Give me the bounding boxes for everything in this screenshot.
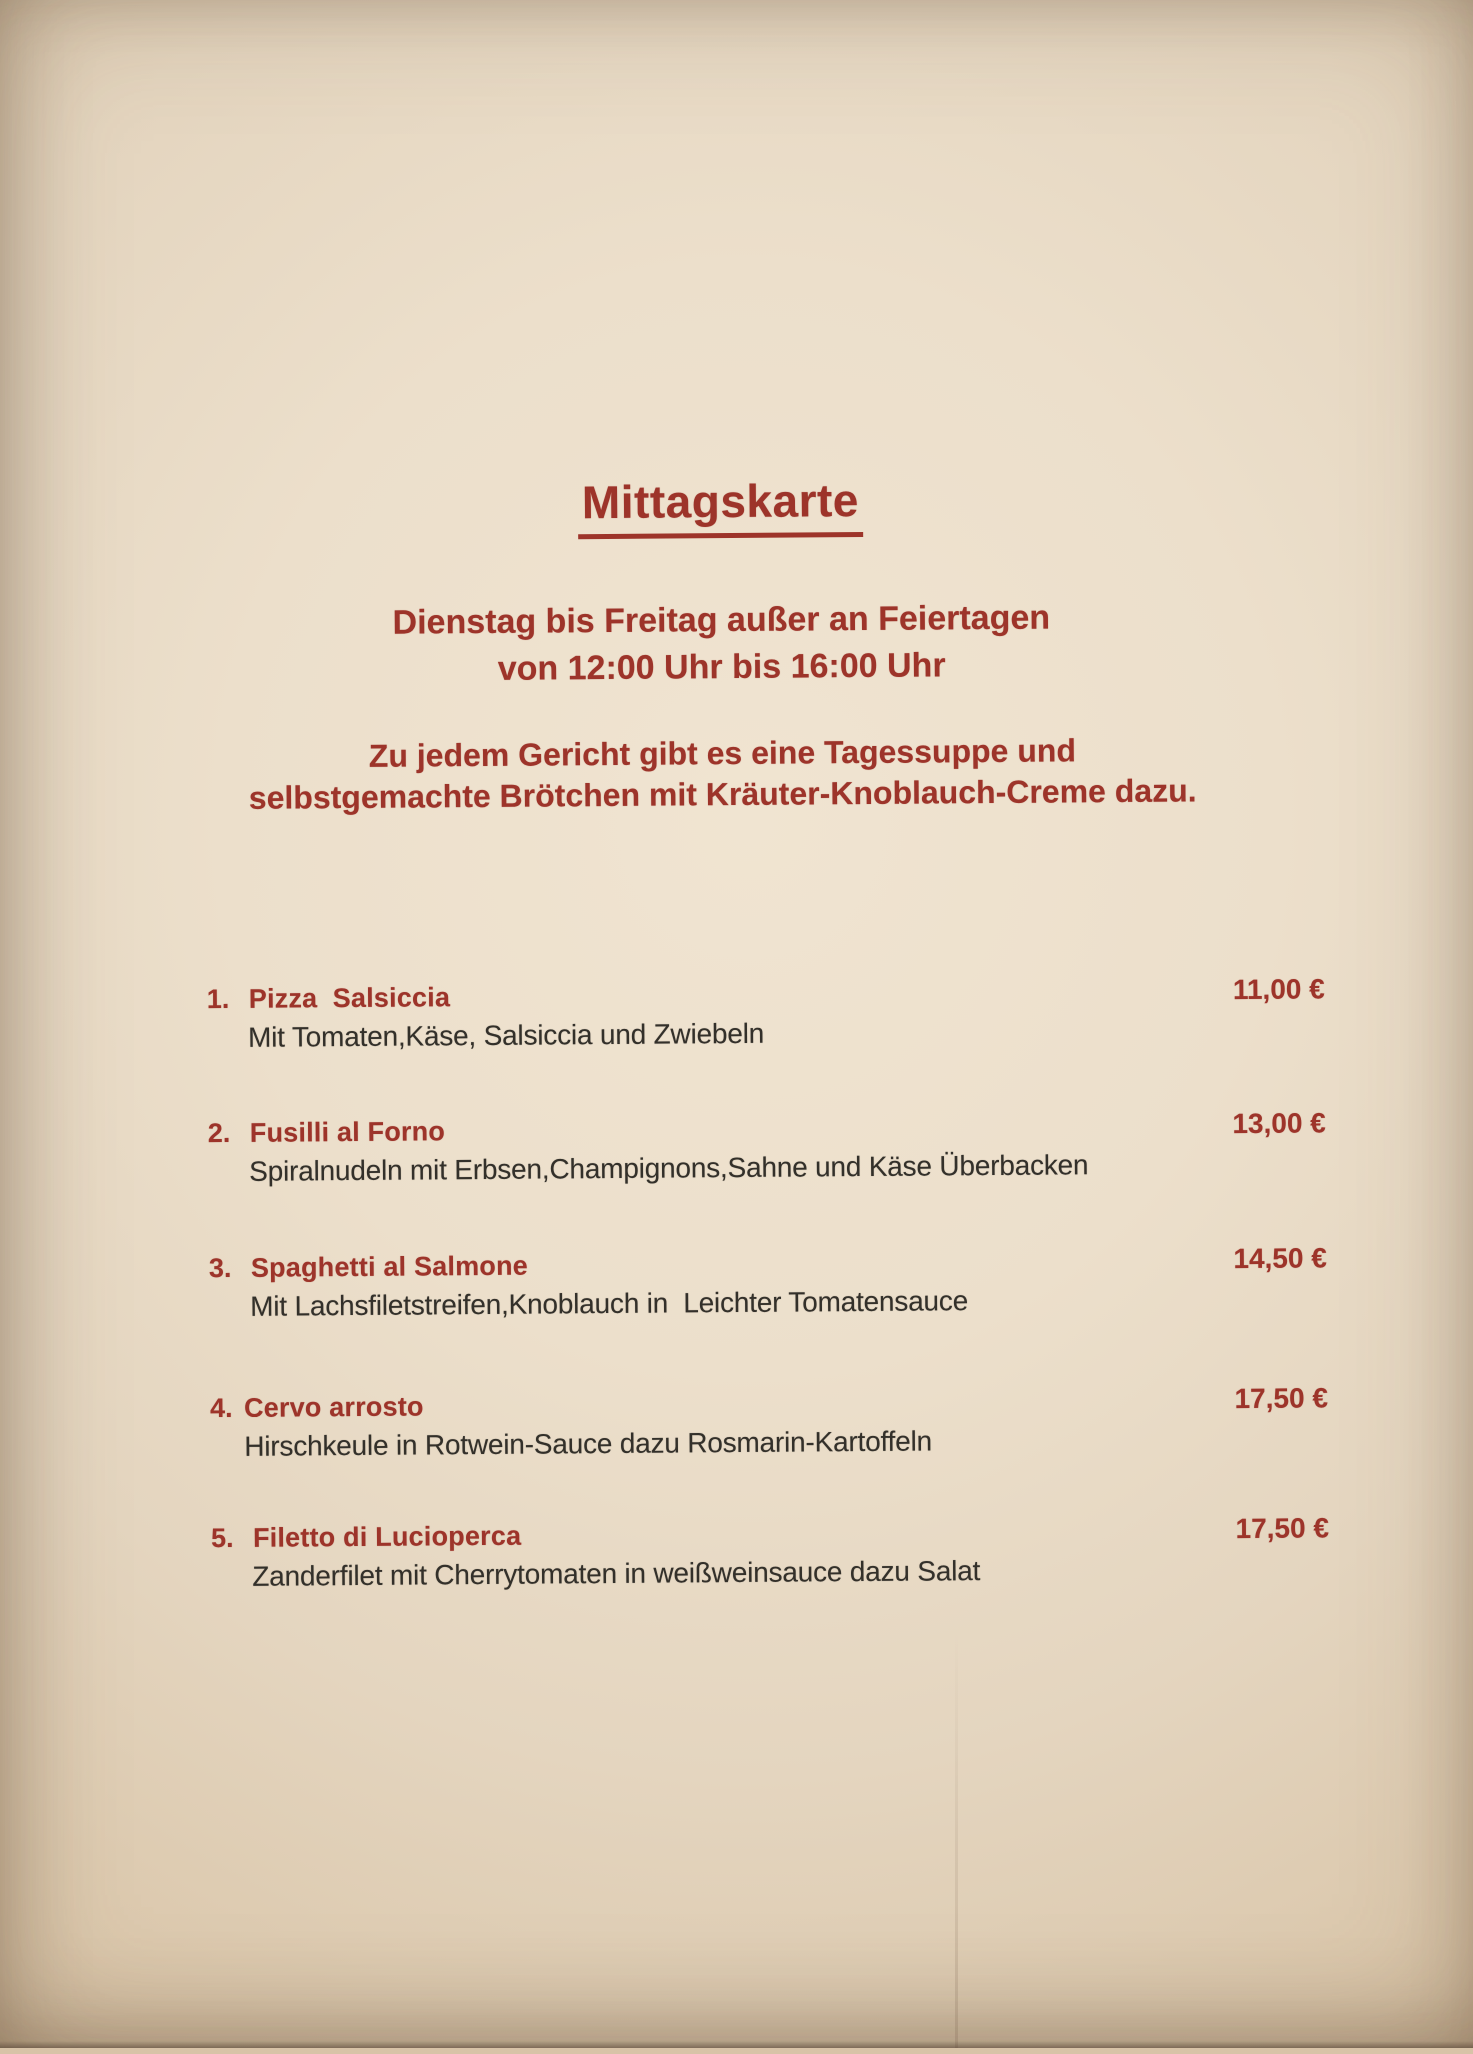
note-line-2: selbstgemachte Brötchen mit Kräuter-Knoblauch-Creme dazu. <box>248 772 1197 816</box>
item-number: 3. <box>208 1252 232 1284</box>
item-number: 4. <box>209 1392 233 1424</box>
item-name: Cervo arrosto <box>243 1391 424 1423</box>
item-number: 2. <box>207 1117 231 1149</box>
item-name: Spaghetti al Salmone <box>250 1250 529 1283</box>
note-line-1: Zu jedem Gericht gibt es eine Tagessuppe und <box>368 732 1077 774</box>
item-description: Mit Tomaten,Käse, Salsiccia und Zwiebeln <box>247 1017 765 1053</box>
menu-item-pizza-salsiccia <box>207 973 1326 1055</box>
item-name: Pizza Salsiccia <box>248 982 451 1014</box>
item-price: 14,50 € <box>1233 1242 1327 1275</box>
item-price: 17,50 € <box>1234 1382 1329 1415</box>
item-name: Filetto di Lucioperca <box>252 1520 522 1553</box>
item-head <box>211 1512 1329 1555</box>
item-price: 17,50 € <box>1235 1512 1330 1545</box>
item-head <box>207 973 1325 1016</box>
item-price: 11,00 € <box>1232 973 1325 1006</box>
item-description: Hirschkeule in Rotwein-Sauce dazu Rosmarin-Kartoffeln <box>244 1425 933 1462</box>
item-head <box>210 1382 1328 1425</box>
item-description: Mit Lachsfiletstreifen,Knoblauch in Leichter Tomatensauce <box>250 1285 969 1322</box>
menu-item-spaghetti-al-salmone <box>209 1242 1328 1324</box>
menu-item-filetto-di-lucioperca <box>211 1512 1330 1594</box>
menu-item-fusilli-al-forno <box>208 1107 1327 1189</box>
item-number: 1. <box>206 983 230 1015</box>
item-number: 5. <box>210 1522 234 1554</box>
item-head <box>209 1242 1327 1285</box>
schedule-line-2: von 12:00 Uhr bis 16:00 Uhr <box>497 646 946 688</box>
page-title-text: Mittagskarte <box>578 473 863 539</box>
item-price: 13,00 € <box>1232 1107 1326 1140</box>
item-description: Spiralnudeln mit Erbsen,Champignons,Sahne und Käse Überbacken <box>249 1149 1089 1187</box>
item-description: Zanderfilet mit Cherrytomaten in weißweinsauce dazu Salat <box>252 1555 981 1592</box>
item-name: Fusilli al Forno <box>249 1116 446 1148</box>
schedule-line-1: Dienstag bis Freitag außer an Feiertagen <box>392 598 1051 642</box>
item-head <box>208 1107 1326 1150</box>
menu-item-cervo-arrosto <box>210 1382 1329 1464</box>
